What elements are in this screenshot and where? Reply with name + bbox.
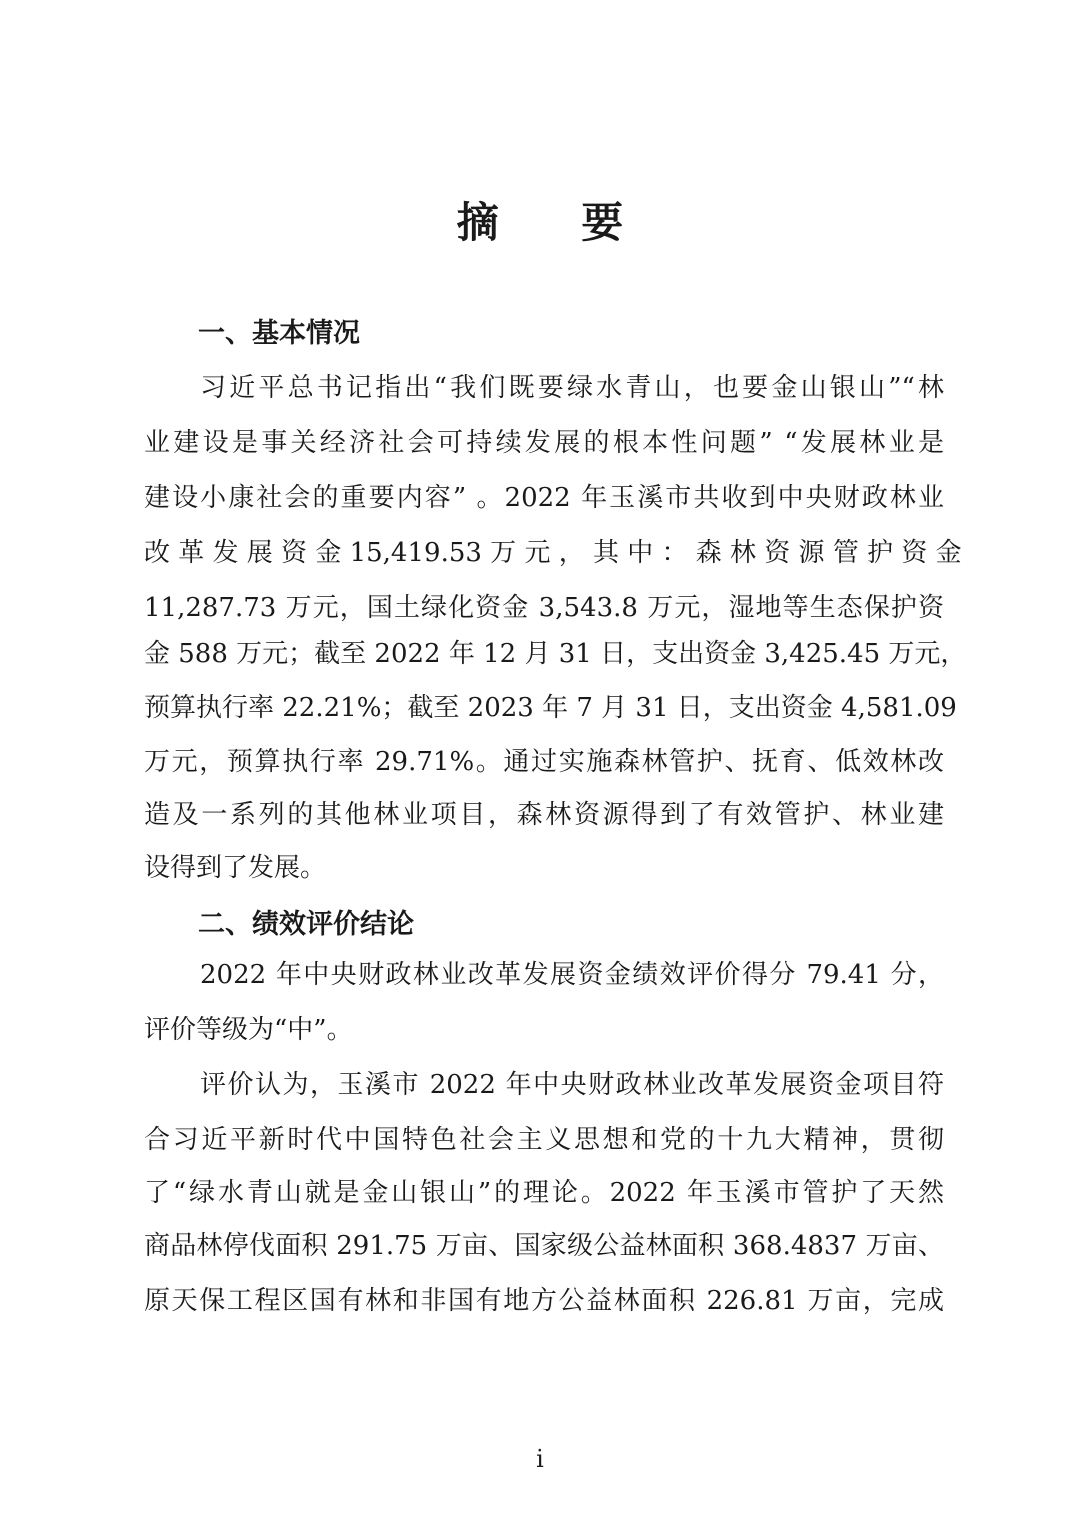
paragraph-line: 了“绿水青山就是金山银山”的理论。2022 年玉溪市管护了天然 [144, 1178, 944, 1208]
paragraph-line: 设得到了发展。 [144, 853, 327, 883]
paragraph-line: 习近平总书记指出“我们既要绿水青山，也要金山银山”“林 [200, 373, 944, 403]
page-number: i [536, 1445, 544, 1473]
page-title: 摘 要 [456, 198, 658, 247]
section-heading-performance-conclusion: 二、绩效评价结论 [198, 909, 414, 940]
paragraph-line: 金 588 万元；截至 2022 年 12 月 31 日，支出资金 3,425.45 万元， [144, 639, 967, 669]
paragraph-line: 改 革 发 展 资 金 15,419.53 万 元 ， 其 中 ： 森 林 资 源 管 护 资 金 [144, 538, 962, 568]
paragraph-line: 建设小康社会的重要内容” 。2022 年玉溪市共收到中央财政林业 [144, 483, 944, 513]
paragraph-line: 11,287.73 万元，国土绿化资金 3,543.8 万元，湿地等生态保护资 [144, 593, 944, 623]
paragraph-line: 评价认为，玉溪市 2022 年中央财政林业改革发展资金项目符 [200, 1070, 944, 1100]
paragraph-line: 商品林停伐面积 291.75 万亩、国家级公益林面积 368.4837 万亩、 [144, 1231, 944, 1261]
paragraph-line: 预算执行率 22.21%；截至 2023 年 7 月 31 日，支出资金 4,581.09 [144, 693, 957, 723]
paragraph-line: 万元，预算执行率 29.71%。通过实施森林管护、抚育、低效林改 [144, 747, 944, 777]
paragraph-line: 2022 年中央财政林业改革发展资金绩效评价得分 79.41 分， [200, 960, 944, 990]
paragraph-line: 合习近平新时代中国特色社会主义思想和党的十九大精神，贯彻 [144, 1125, 944, 1155]
section-heading-basic-situation: 一、基本情况 [198, 318, 360, 349]
paragraph-line: 造及一系列的其他林业项目，森林资源得到了有效管护、林业建 [144, 800, 944, 830]
paragraph-line: 原天保工程区国有林和非国有地方公益林面积 226.81 万亩，完成 [144, 1286, 944, 1316]
paragraph-line: 评价等级为“中”。 [144, 1015, 353, 1045]
paragraph-line: 业建设是事关经济社会可持续发展的根本性问题” “发展林业是 [144, 428, 944, 458]
